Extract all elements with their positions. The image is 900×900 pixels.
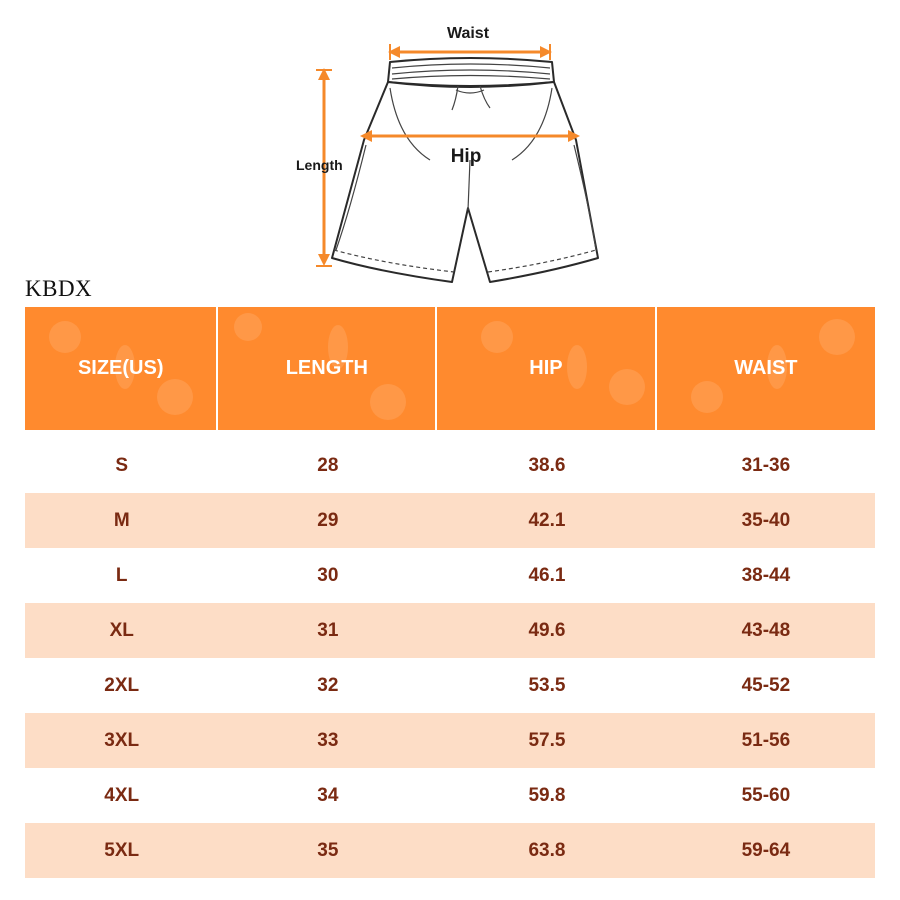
header-waist xyxy=(657,307,875,430)
size-chart-table xyxy=(25,307,875,878)
cell-waist: 55-60 xyxy=(657,768,875,823)
cell-length: 33 xyxy=(218,713,437,768)
cell-size: L xyxy=(25,548,218,603)
length-label: Length xyxy=(296,157,343,173)
cell-size: XL xyxy=(25,603,218,658)
table-row xyxy=(25,658,875,713)
header-size-label: SIZE(US) xyxy=(77,357,164,379)
cell-hip: 63.8 xyxy=(437,823,657,878)
table-row xyxy=(25,493,875,548)
cell-length: 35 xyxy=(218,823,437,878)
cell-waist: 38-44 xyxy=(657,548,875,603)
header-hip xyxy=(437,307,657,430)
table-row xyxy=(25,438,875,493)
cell-size: 4XL xyxy=(25,768,218,823)
cell-waist: 51-56 xyxy=(657,713,875,768)
cell-hip: 59.8 xyxy=(437,768,657,823)
cell-size: 5XL xyxy=(25,823,218,878)
cell-waist: 43-48 xyxy=(657,603,875,658)
cell-size: 3XL xyxy=(25,713,218,768)
cell-length: 28 xyxy=(218,438,437,493)
cell-size: S xyxy=(25,438,218,493)
cell-length: 31 xyxy=(218,603,437,658)
cell-size: 2XL xyxy=(25,658,218,713)
header-length xyxy=(218,307,437,430)
cell-hip: 42.1 xyxy=(437,493,657,548)
cell-waist: 45-52 xyxy=(657,658,875,713)
cell-waist: 59-64 xyxy=(657,823,875,878)
cell-hip: 38.6 xyxy=(437,438,657,493)
table-spacer xyxy=(25,430,875,438)
cell-hip: 57.5 xyxy=(437,713,657,768)
table-row xyxy=(25,823,875,878)
shorts-diagram xyxy=(280,10,620,290)
cell-hip: 53.5 xyxy=(437,658,657,713)
hip-label: Hip xyxy=(450,146,482,167)
cell-waist: 31-36 xyxy=(657,438,875,493)
cell-length: 32 xyxy=(218,658,437,713)
cell-hip: 49.6 xyxy=(437,603,657,658)
waist-label: Waist xyxy=(446,25,490,42)
brand-name: KBDX xyxy=(25,276,93,301)
shorts-diagram-icon xyxy=(280,10,620,290)
table-body xyxy=(25,438,875,878)
cell-length: 34 xyxy=(218,768,437,823)
cell-hip: 46.1 xyxy=(437,548,657,603)
header-waist-label: WAIST xyxy=(734,357,798,379)
table-header-row xyxy=(25,307,875,430)
cell-waist: 35-40 xyxy=(657,493,875,548)
header-size xyxy=(25,307,218,430)
header-length-label: LENGTH xyxy=(285,357,368,379)
table-row xyxy=(25,548,875,603)
cell-length: 29 xyxy=(218,493,437,548)
header-hip-label: HIP xyxy=(529,357,563,379)
table-row xyxy=(25,603,875,658)
table-row xyxy=(25,768,875,823)
cell-length: 30 xyxy=(218,548,437,603)
cell-size: M xyxy=(25,493,218,548)
table-row xyxy=(25,713,875,768)
